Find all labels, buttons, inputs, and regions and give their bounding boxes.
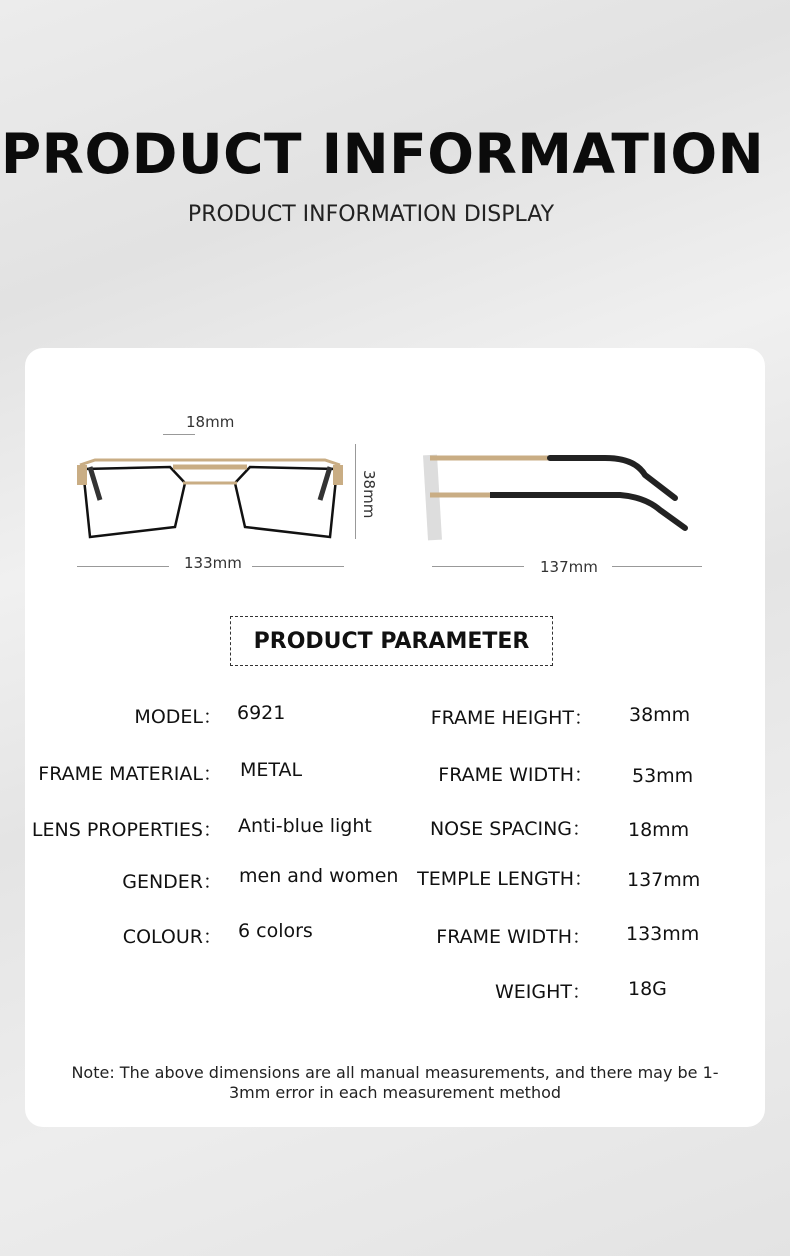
param-label-temple-length: TEMPLE LENGTH： [417,868,593,890]
param-value-frame-width: 53mm [632,765,694,787]
param-label-nose-spacing: NOSE SPACING： [429,818,591,840]
param-value-gender: men and women [239,865,399,887]
glasses-front-image [75,455,345,545]
param-label-gender: GENDER： [122,871,222,893]
param-value-material: METAL [240,759,303,781]
param-value-model: 6921 [237,702,286,724]
param-label-lens: LENS PROPERTIES： [31,819,222,841]
temple-line-left [432,566,524,567]
param-label-model: MODEL： [134,706,222,728]
front-width-dimension: 133mm [184,554,242,572]
param-label-colour: COLOUR： [122,926,222,948]
bridge-line [163,434,195,435]
param-label-weight: WEIGHT： [494,981,591,1003]
param-label-material: FRAME MATERIAL： [38,763,222,785]
width-line-left [77,566,169,567]
measurement-note: Note: The above dimensions are all manual measurements, and there may be 1-3mm error in each measurement method [71,1063,719,1102]
page-title: PRODUCT INFORMATION [0,122,765,186]
page-subtitle: PRODUCT INFORMATION DISPLAY [187,202,555,227]
bridge-dimension: 18mm [186,413,235,431]
param-label-total-width: FRAME WIDTH： [436,926,591,948]
param-value-nose-spacing: 18mm [628,819,690,841]
param-value-lens: Anti-blue light [238,815,372,837]
param-value-temple-length: 137mm [627,869,701,891]
param-value-frame-height: 38mm [629,704,691,726]
param-value-colour: 6 colors [238,920,313,942]
glasses-side-image [420,450,695,550]
height-dimension: 38mm [360,470,378,519]
param-value-weight: 18G [628,978,667,1000]
parameter-heading: PRODUCT PARAMETER [230,616,553,666]
param-label-frame-height: FRAME HEIGHT： [430,707,593,729]
width-line-right [252,566,344,567]
param-value-total-width: 133mm [626,923,700,945]
param-label-frame-width: FRAME WIDTH： [438,764,593,786]
temple-line-right [612,566,702,567]
height-line [355,444,356,539]
temple-dimension: 137mm [540,558,598,576]
